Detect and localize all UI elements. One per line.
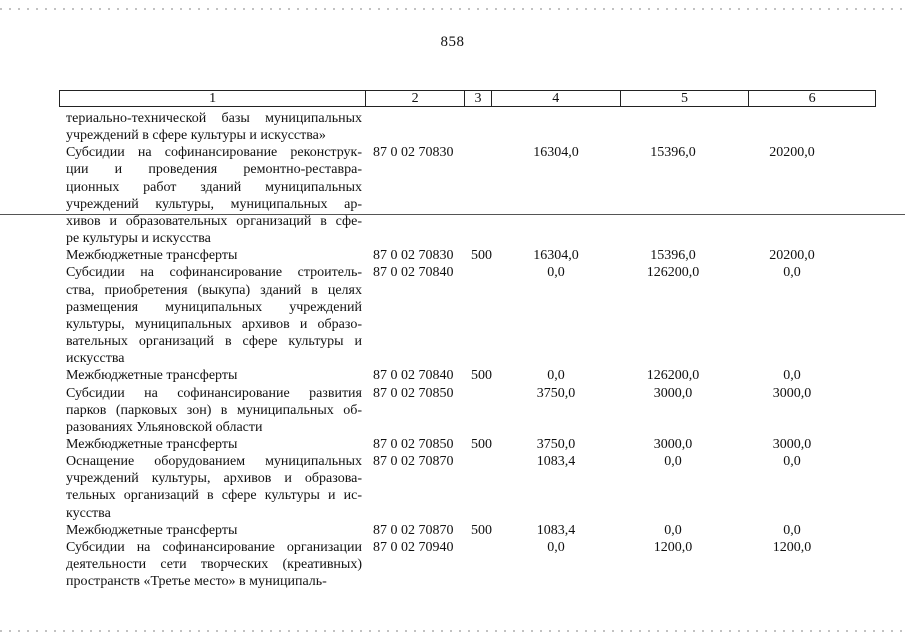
row-code: 87 0 02 70850 — [373, 385, 454, 401]
description-line: териально-технической базы муниципальных — [66, 111, 362, 126]
scan-noise-bottom — [0, 630, 905, 632]
description-line: учреждений в сфере культуры и искусства» — [66, 128, 326, 144]
row-value-2023: 0,0 — [783, 368, 801, 384]
table-row — [0, 385, 905, 436]
description-line: Субсидии на софинансирование строитель- — [66, 265, 362, 281]
header-col-6: 6 — [808, 91, 816, 106]
row-value-2023: 0,0 — [783, 454, 801, 470]
scan-noise-top — [0, 8, 905, 10]
description-line: культуры, муниципальных архивов и образо- — [66, 316, 362, 332]
row-code: 87 0 02 70940 — [373, 539, 454, 555]
row-value-2021: 0,0 — [547, 265, 565, 281]
table-header — [59, 90, 876, 107]
description-line: размещения муниципальных учреждений — [66, 299, 362, 315]
description-line: Оснащение оборудованием муниципальных — [66, 454, 362, 470]
row-value-2021: 16304,0 — [533, 248, 579, 264]
row-value-2022: 126200,0 — [646, 368, 700, 384]
table-row — [0, 539, 905, 590]
row-value-2023: 3000,0 — [772, 436, 812, 452]
row-value-2021: 3750,0 — [536, 436, 576, 452]
description-line: вательных организаций в сфере культуры и — [66, 334, 362, 350]
header-col-1: 1 — [60, 91, 366, 106]
row-value-2021: 0,0 — [547, 539, 565, 555]
description-line: искусства — [66, 351, 125, 367]
description-line: Субсидии на софинансирование развития — [66, 385, 362, 401]
row-group: 500 — [471, 248, 492, 264]
row-group: 500 — [471, 368, 492, 384]
row-value-2021: 1083,4 — [536, 454, 576, 470]
table-row — [0, 522, 905, 539]
row-value-2022: 15396,0 — [650, 145, 696, 161]
row-code: 87 0 02 70870 — [373, 522, 454, 538]
header-col-4: 4 — [492, 91, 621, 106]
row-value-2023: 20200,0 — [769, 145, 815, 161]
description-line: ции и проведения ремонтно-реставра- — [66, 162, 362, 178]
description-line: деятельности сети творческих (креативных) — [66, 557, 362, 573]
description-line: Субсидии на софинансирование реконструк- — [66, 145, 362, 161]
row-value-2021: 1083,4 — [536, 522, 576, 538]
description-line: Субсидии на софинансирование организации — [66, 539, 362, 555]
row-group: 500 — [471, 436, 492, 452]
row-value-2021: 3750,0 — [536, 385, 576, 401]
row-value-2023: 3000,0 — [772, 385, 812, 401]
header-col-2: 2 — [366, 91, 465, 106]
description-line: кусства — [66, 505, 111, 521]
row-value-2022: 0,0 — [664, 522, 682, 538]
row-code: 87 0 02 70830 — [373, 248, 454, 264]
row-code: 87 0 02 70870 — [373, 454, 454, 470]
row-value-2023: 20200,0 — [769, 248, 815, 264]
description-line: ционных работ зданий муниципальных — [66, 179, 362, 195]
row-value-2022: 3000,0 — [653, 436, 693, 452]
row-description — [0, 110, 905, 144]
table-row — [0, 264, 905, 367]
header-col-5: 5 — [621, 91, 750, 106]
description-line: разованиях Ульяновской области — [66, 419, 263, 435]
row-value-2022: 0,0 — [664, 454, 682, 470]
row-value-2022: 1200,0 — [653, 539, 693, 555]
description-line: хивов и образовательных организаций в сфе- — [66, 213, 362, 229]
description-line: ре культуры и искусства — [66, 231, 211, 247]
description-line: Межбюджетные трансферты — [66, 522, 238, 538]
description-line: Межбюджетные трансферты — [66, 248, 238, 264]
description-line: ства, приобретения (выкупа) зданий в целях — [66, 282, 362, 298]
description-line: Межбюджетные трансферты — [66, 436, 238, 452]
row-value-2023: 0,0 — [783, 522, 801, 538]
row-value-2023: 0,0 — [783, 265, 801, 281]
row-value-2023: 1200,0 — [772, 539, 812, 555]
row-value-2021: 16304,0 — [533, 145, 579, 161]
description-line: тельных организаций в сфере культуры и ис- — [66, 488, 362, 504]
header-col-3: 3 — [465, 91, 492, 106]
row-value-2022: 126200,0 — [646, 265, 700, 281]
description-line: Межбюджетные трансферты — [66, 368, 238, 384]
row-code: 87 0 02 70840 — [373, 368, 454, 384]
table-body — [0, 110, 905, 590]
table-row — [0, 110, 905, 144]
table-row — [0, 247, 905, 264]
row-value-2022: 15396,0 — [650, 248, 696, 264]
table-row — [0, 436, 905, 453]
row-code: 87 0 02 70840 — [373, 265, 454, 281]
description-line: пространств «Третье место» в муниципаль- — [66, 574, 327, 590]
row-code: 87 0 02 70830 — [373, 145, 454, 161]
table-row — [0, 144, 905, 247]
page-number: 858 — [440, 34, 465, 50]
table-row — [0, 453, 905, 522]
row-value-2022: 3000,0 — [653, 385, 693, 401]
table-row — [0, 367, 905, 384]
description-line: учреждений культуры, архивов и образова- — [66, 471, 362, 487]
row-group: 500 — [471, 522, 492, 538]
description-line: парков (парковых зон) в муниципальных об- — [66, 402, 362, 418]
row-value-2021: 0,0 — [547, 368, 565, 384]
description-line: учреждений культуры, муниципальных ар- — [66, 196, 362, 212]
row-code: 87 0 02 70850 — [373, 436, 454, 452]
